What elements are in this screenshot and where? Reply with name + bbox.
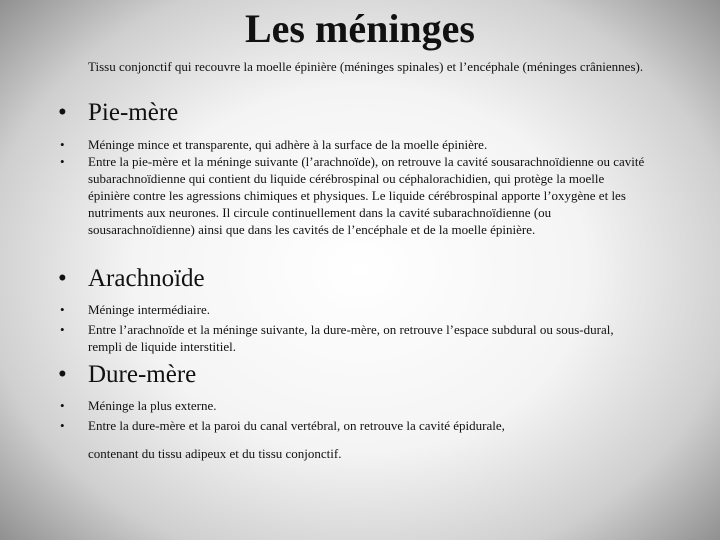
- bullet-mark: •: [60, 154, 65, 169]
- bullet-mark: •: [60, 418, 65, 433]
- bullet-mark: •: [60, 302, 65, 317]
- section-heading-dure-mere: [58, 360, 196, 390]
- section-heading-label: Arachnoïde: [88, 265, 205, 292]
- bullet-mark: •: [58, 361, 67, 388]
- list-item-text: Méninge la plus externe.: [88, 398, 217, 413]
- slide-title: Les méninges: [245, 6, 475, 51]
- list-item-text: Entre la dure-mère et la paroi du canal vertébral, on retrouve la cavité épidurale,: [88, 418, 505, 433]
- section-heading-label: Dure-mère: [88, 361, 197, 388]
- bullet-mark: •: [58, 265, 67, 292]
- list-item-text: Entre la pie-mère et la méninge suivante (l’arachnoïde), on retrouve la cavité sousarachnoïdienne ou cavité subarachnoïdienne qui contient du liquide cérébrospinal ou céphalorachidien, qui protège la moelle épinière contre les agressions chimiques et physiques. Le liquide cérébrospinal apporte l’oxygène et les nutriments aux neurones. Il circule continuellement dans la cavité subarachnoïdienne (ou sousarachnoïdienne) ainsi que dans les cavités de l’encéphale et de la moelle épinière.: [88, 154, 645, 237]
- bullet-mark: •: [60, 398, 65, 413]
- bullet-mark: •: [60, 137, 65, 152]
- list-item-text: Entre l’arachnoïde et la méninge suivante, la dure-mère, on retrouve l’espace subdural ou sous-dural, rempli de liquide interstitiel.: [88, 322, 614, 354]
- bullet-mark: •: [60, 322, 65, 337]
- section-heading-arachnoide: [58, 264, 205, 294]
- list-item-text: Méninge mince et transparente, qui adhère à la surface de la moelle épinière.: [88, 137, 488, 152]
- trailing-text: contenant du tissu adipeux et du tissu conjonctif.: [88, 446, 342, 461]
- section-heading-pie-mere: [58, 98, 178, 128]
- section-heading-label: Pie-mère: [88, 99, 179, 126]
- intro-text: Tissu conjonctif qui recouvre la moelle épinière (méninges spinales) et l’encéphale (méninges crâniennes).: [88, 59, 644, 74]
- list-item-text: Méninge intermédiaire.: [88, 302, 211, 317]
- bullet-mark: •: [58, 99, 67, 126]
